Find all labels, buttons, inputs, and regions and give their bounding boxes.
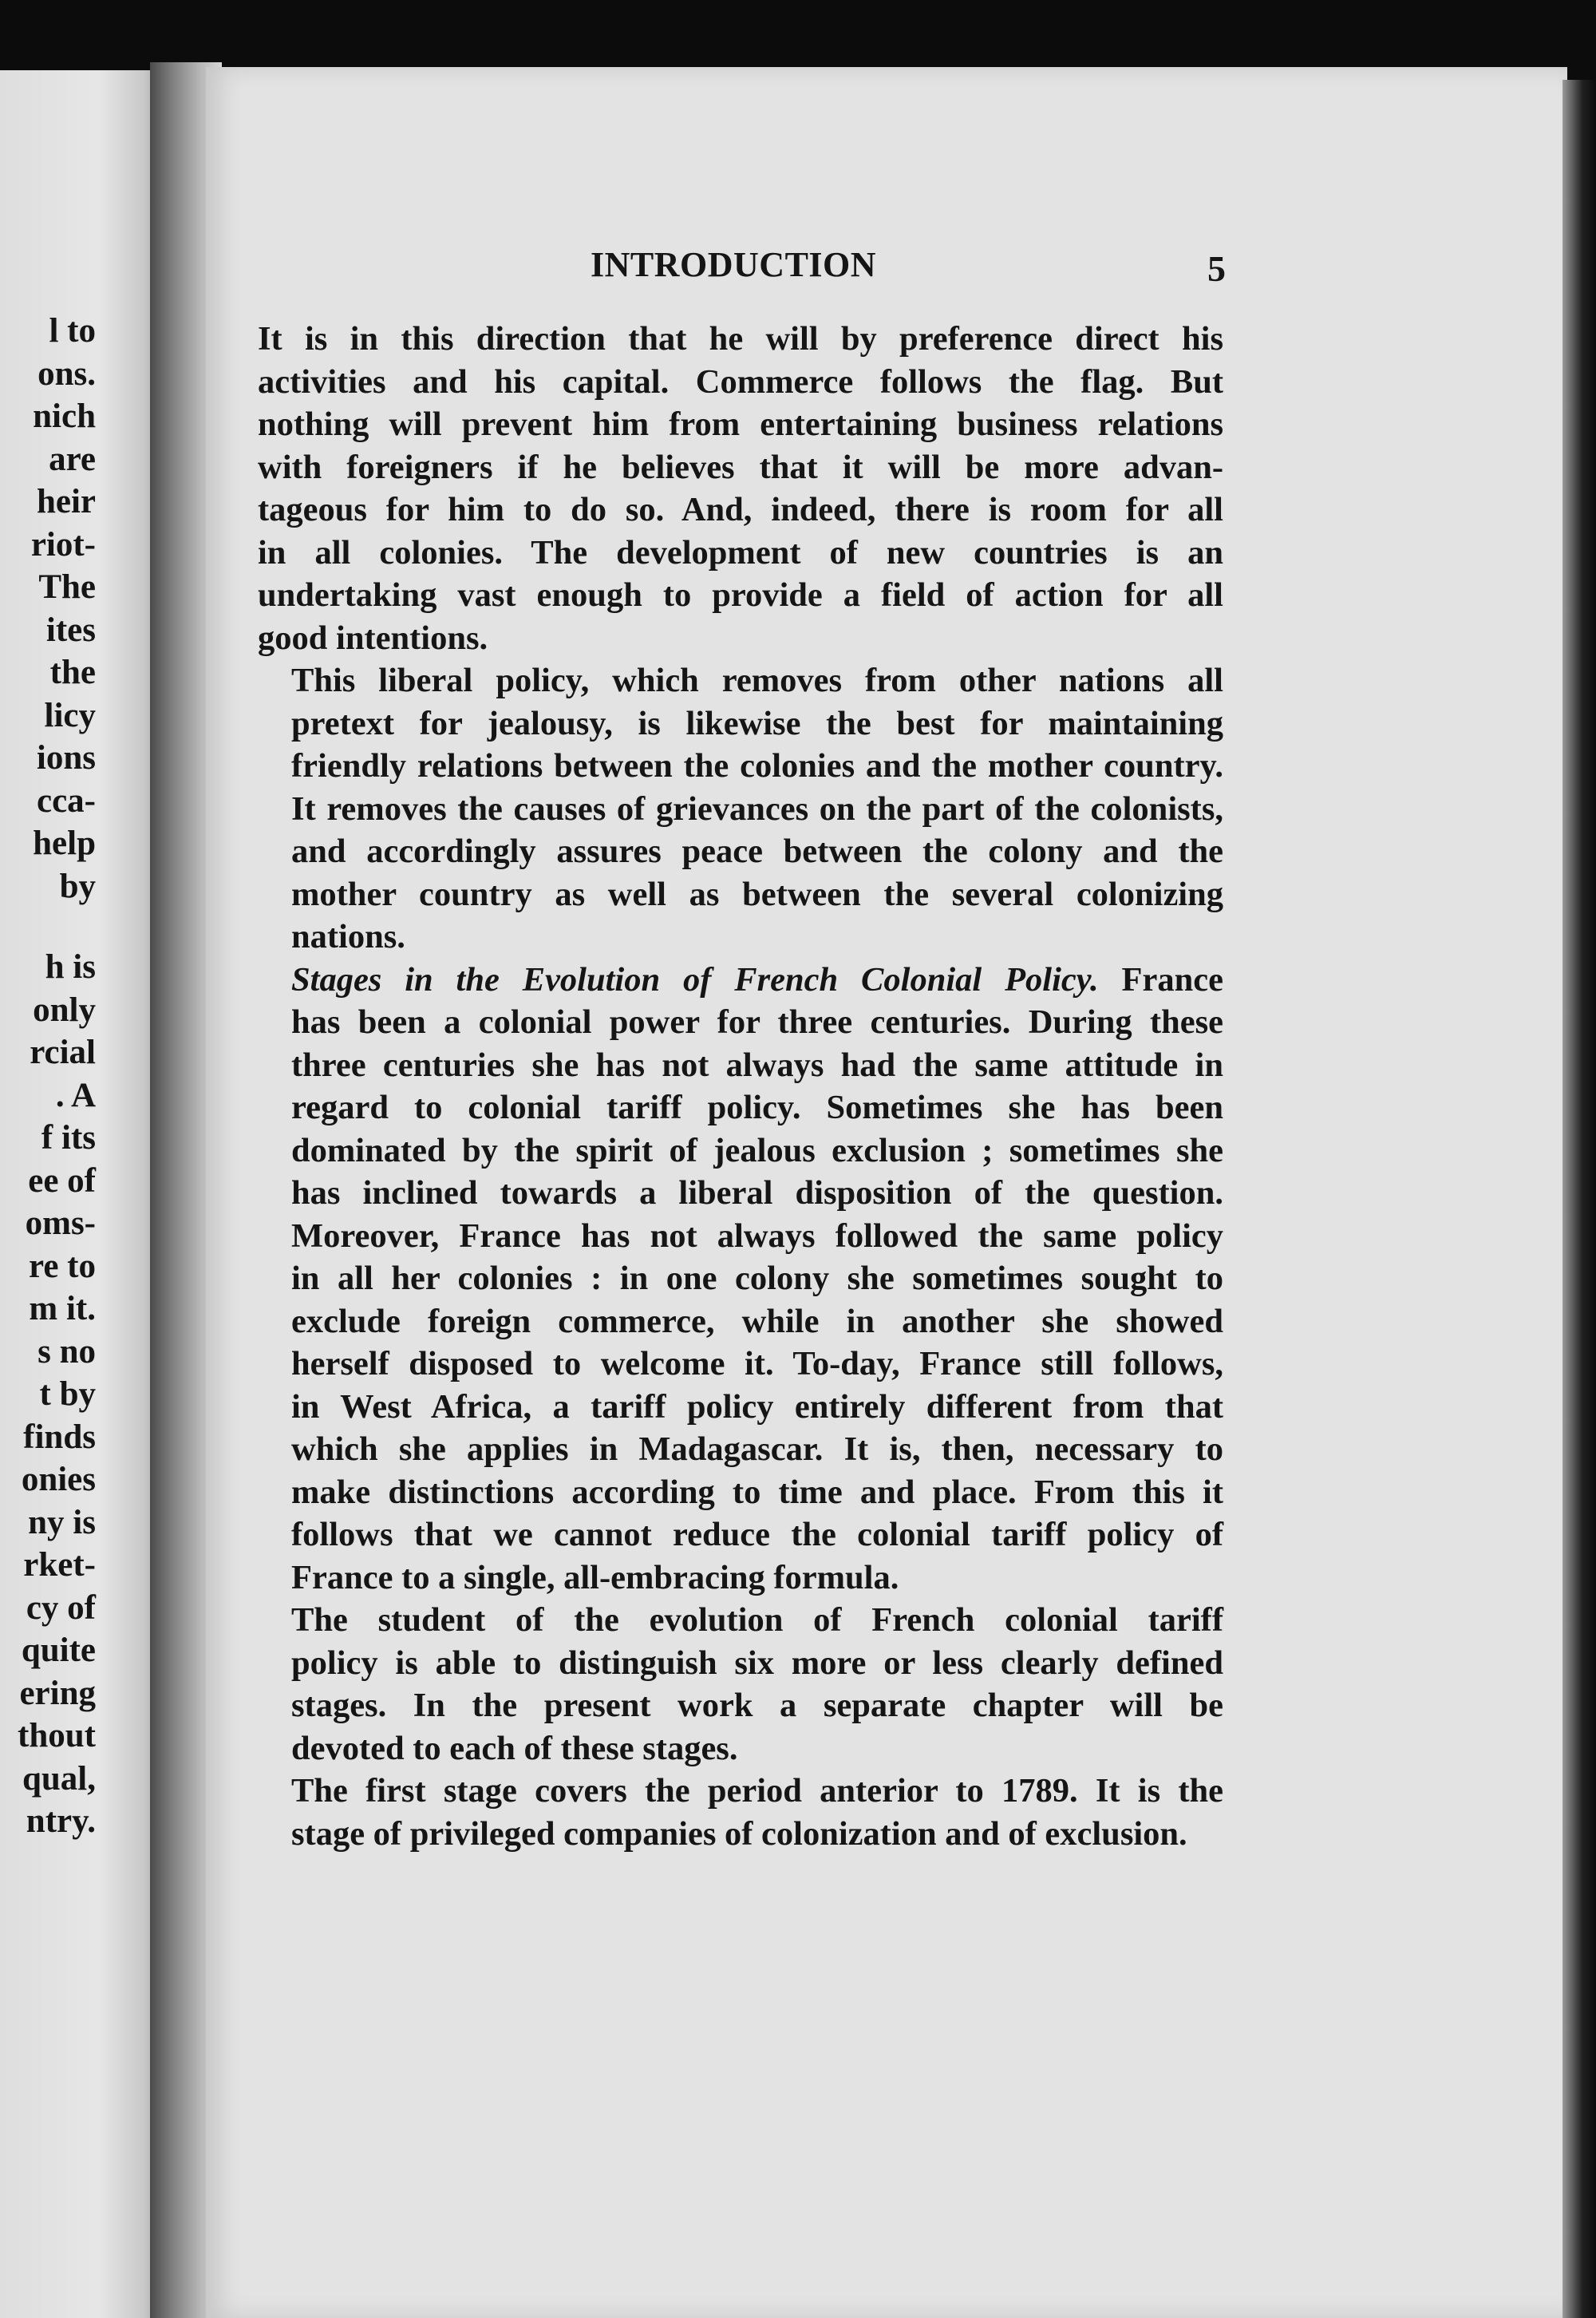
running-head: INTRODUCTION xyxy=(591,245,877,284)
left-page-line: finds xyxy=(23,1418,96,1456)
paragraph-line xyxy=(258,959,1223,1002)
left-page-line: riot- xyxy=(30,525,96,564)
page-number: 5 xyxy=(1207,248,1226,289)
paragraph-line: pretext for jealousy, is likewise the best for maintaining xyxy=(291,704,1223,742)
paragraph-line: stage of privileged companies of colonization and of exclusion. xyxy=(291,1814,1187,1853)
paragraph-line: good intentions. xyxy=(258,619,488,657)
left-page-line: f its xyxy=(41,1119,96,1157)
paragraph-line: activities and his capital. Commerce follows the flag. But xyxy=(258,362,1223,401)
paragraph-line: This liberal policy, which removes from other nations all xyxy=(291,662,1223,699)
left-page-line: nich xyxy=(33,398,96,435)
paragraph-line: dominated by the spirit of jealous exclusion ; sometimes she xyxy=(291,1131,1223,1169)
left-page-line: only xyxy=(33,991,96,1029)
left-page-line: rcial xyxy=(30,1034,96,1072)
left-page-line: quite xyxy=(21,1632,96,1670)
left-page-line: help xyxy=(33,825,96,862)
paragraph-line: stages. In the present work a separate chapter will be xyxy=(291,1687,1223,1724)
left-page-line: are xyxy=(49,440,96,478)
paragraph xyxy=(258,1599,1223,1770)
left-page-line: rket- xyxy=(23,1546,96,1584)
paragraph xyxy=(258,659,1223,959)
paragraph-line: in all colonies. The development of new countries is an xyxy=(258,533,1223,572)
left-page-line: ntry. xyxy=(26,1802,96,1841)
left-page-line: . A xyxy=(55,1076,96,1114)
paragraph xyxy=(258,318,1223,659)
left-page-line: l to xyxy=(49,312,96,350)
left-page-line: s no xyxy=(38,1332,96,1371)
left-page-line: heir xyxy=(36,483,96,520)
paragraph-line: has been a colonial power for three centuries. During these xyxy=(291,1003,1223,1041)
left-page-line: ites xyxy=(45,611,96,649)
left-page-line: re to xyxy=(29,1247,96,1285)
paragraph-line: exclude foreign commerce, while in another she showed xyxy=(291,1302,1223,1340)
paragraph-line: which she applies in Madagascar. It is, then, necessary to xyxy=(291,1430,1223,1468)
paragraph-line: Moreover, France has not always followed the same policy xyxy=(291,1216,1223,1255)
left-page-line: oms- xyxy=(25,1204,96,1243)
paragraph-line: undertaking vast enough to provide a field of action for all xyxy=(258,576,1223,614)
left-page-line: qual, xyxy=(22,1759,96,1798)
paragraph-line: France to a single, all-embracing formula. xyxy=(291,1558,899,1596)
paragraph-line: with foreigners if he believes that it will be more advan- xyxy=(258,448,1223,486)
paragraph xyxy=(258,1770,1223,1855)
paragraph-line: The student of the evolution of French colonial tariff xyxy=(291,1601,1223,1639)
paragraph-line: regard to colonial tariff policy. Sometimes she has been xyxy=(291,1089,1223,1126)
left-page-line: cca- xyxy=(37,781,96,820)
paragraph-line: make distinctions according to time and place. From this it xyxy=(291,1473,1223,1511)
page-edge xyxy=(1562,80,1596,2318)
paragraph-line: in all her colonies : in one colony she sometimes sought to xyxy=(291,1260,1223,1297)
body-text xyxy=(258,318,1223,1855)
left-page-line: ny is xyxy=(28,1503,96,1541)
left-page-line: ee of xyxy=(28,1161,96,1200)
paragraph-line: in West Africa, a tariff policy entirely different from that xyxy=(291,1387,1223,1426)
paragraph xyxy=(258,959,1223,1600)
paragraph-line: herself disposed to welcome it. To-day, France still follows, xyxy=(291,1345,1223,1382)
left-page-line: h is xyxy=(45,948,96,987)
paragraph-line: and accordingly assures peace between the colony and the xyxy=(291,833,1223,870)
paragraph-line: It is in this direction that he will by preference direct his xyxy=(258,320,1223,358)
left-page-line: ering xyxy=(19,1674,96,1712)
left-page-line: ions xyxy=(36,739,96,777)
paragraph-line: The first stage covers the period anterior to 1789. It is the xyxy=(291,1772,1223,1810)
paragraph-line: has inclined towards a liberal disposition of the question. xyxy=(291,1174,1223,1212)
left-page-line: The xyxy=(38,568,96,606)
paragraph-line: friendly relations between the colonies and the mother country. xyxy=(291,747,1223,785)
paragraph-line: nothing will prevent him from entertaining business relations xyxy=(258,405,1223,443)
left-page-line: the xyxy=(49,654,96,691)
subhead-continuation: France xyxy=(1098,960,1223,999)
left-page-line: licy xyxy=(44,696,96,734)
paragraph-line: devoted to each of these stages. xyxy=(291,1729,738,1767)
left-page-line: by xyxy=(59,867,96,905)
left-page-line: cy of xyxy=(26,1588,96,1627)
paragraph-line: It removes the causes of grievances on the part of the colonists, xyxy=(291,789,1223,828)
paragraph-line: nations. xyxy=(291,918,405,955)
paragraph-line: mother country as well as between the several colonizing xyxy=(291,875,1223,913)
left-page-line: thout xyxy=(18,1717,96,1755)
left-page-line: onies xyxy=(21,1461,96,1499)
paragraph-line: three centuries she has not always had the same attitude in xyxy=(291,1046,1223,1084)
paragraph-line: policy is able to distinguish six more or less clearly defined xyxy=(291,1644,1223,1682)
paragraph-line: follows that we cannot reduce the colonial tariff policy of xyxy=(291,1516,1223,1553)
paragraph-line: tageous for him to do so. And, indeed, there is room for all xyxy=(258,491,1223,528)
left-page-line: m it. xyxy=(29,1290,96,1328)
left-page-line: ons. xyxy=(38,354,96,393)
left-page-line: t by xyxy=(39,1375,96,1414)
section-subhead: Stages in the Evolution of French Colonial Policy. xyxy=(291,960,1099,999)
